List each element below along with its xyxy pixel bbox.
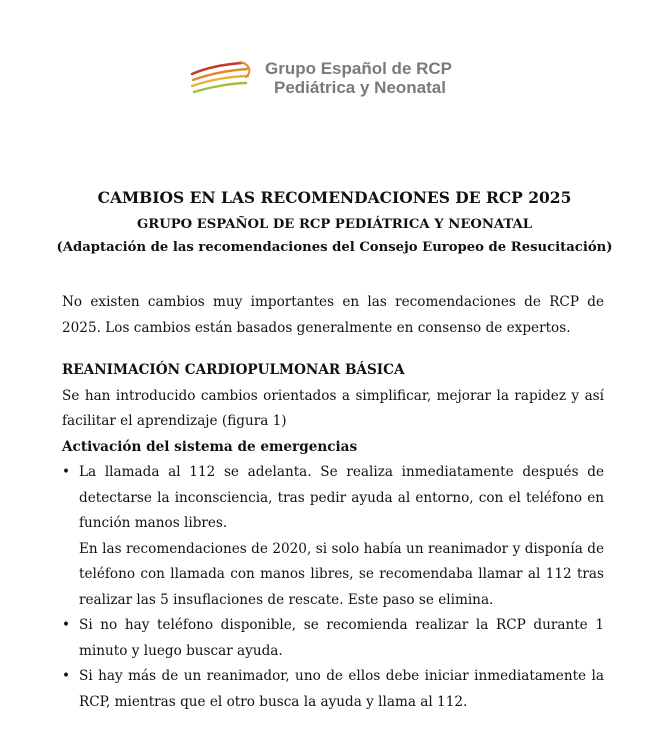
subsection-heading: Activación del sistema de emergencias — [62, 438, 358, 455]
logo-line-1: Grupo Español de RCP — [265, 59, 453, 78]
document-header — [0, 188, 669, 256]
logo — [190, 58, 453, 102]
document-subtitle: GRUPO ESPAÑOL DE RCP PEDIÁTRICA Y NEONATAL — [136, 217, 533, 232]
document-title: CAMBIOS EN LAS RECOMENDACIONES DE RCP 2025 — [97, 188, 572, 207]
section-text: Se han introducido cambios orientados a simplificar, mejorar la rapidez y así facilitar el aprendizaje (figura 1) — [62, 387, 604, 429]
list-item-text: • Si no hay teléfono disponible, se recomienda realizar la RCP durante 1 minuto y luego buscar ayuda. — [79, 617, 604, 659]
logo-line-2: Pediátrica y Neonatal — [274, 78, 446, 97]
bullet-list — [62, 460, 604, 715]
list-item-extra: En las recomendaciones de 2020, si solo había un reanimador y disponía de teléfono con llamada con manos libres, se recomendaba llamar al 112 tras realizar las 5 insuflaciones de rescate. Este paso se elimina. — [79, 540, 604, 608]
logo-swoosh-icon — [190, 58, 260, 98]
list-item-text: • La llamada al 112 se adelanta. Se realiza inmediatamente después de detectarse la inconsciencia, tras pedir ayuda al entorno, con el teléfono en función manos libres. — [79, 464, 604, 531]
list-item — [62, 613, 604, 664]
document-note: (Adaptación de las recomendaciones del Consejo Europeo de Resucitación) — [56, 240, 613, 255]
document-body — [62, 290, 604, 715]
list-item — [62, 460, 604, 613]
intro-paragraph: No existen cambios muy importantes en las recomendaciones de RCP de 2025. Los cambios están basados generalmente en consenso de expertos. — [62, 294, 604, 336]
list-item — [62, 664, 604, 715]
list-item-text: • Si hay más de un reanimador, uno de ellos debe iniciar inmediatamente la RCP, mientras que el otro busca la ayuda y llama al 112. — [79, 668, 604, 710]
section-heading: REANIMACIÓN CARDIOPULMONAR BÁSICA — [62, 362, 405, 378]
